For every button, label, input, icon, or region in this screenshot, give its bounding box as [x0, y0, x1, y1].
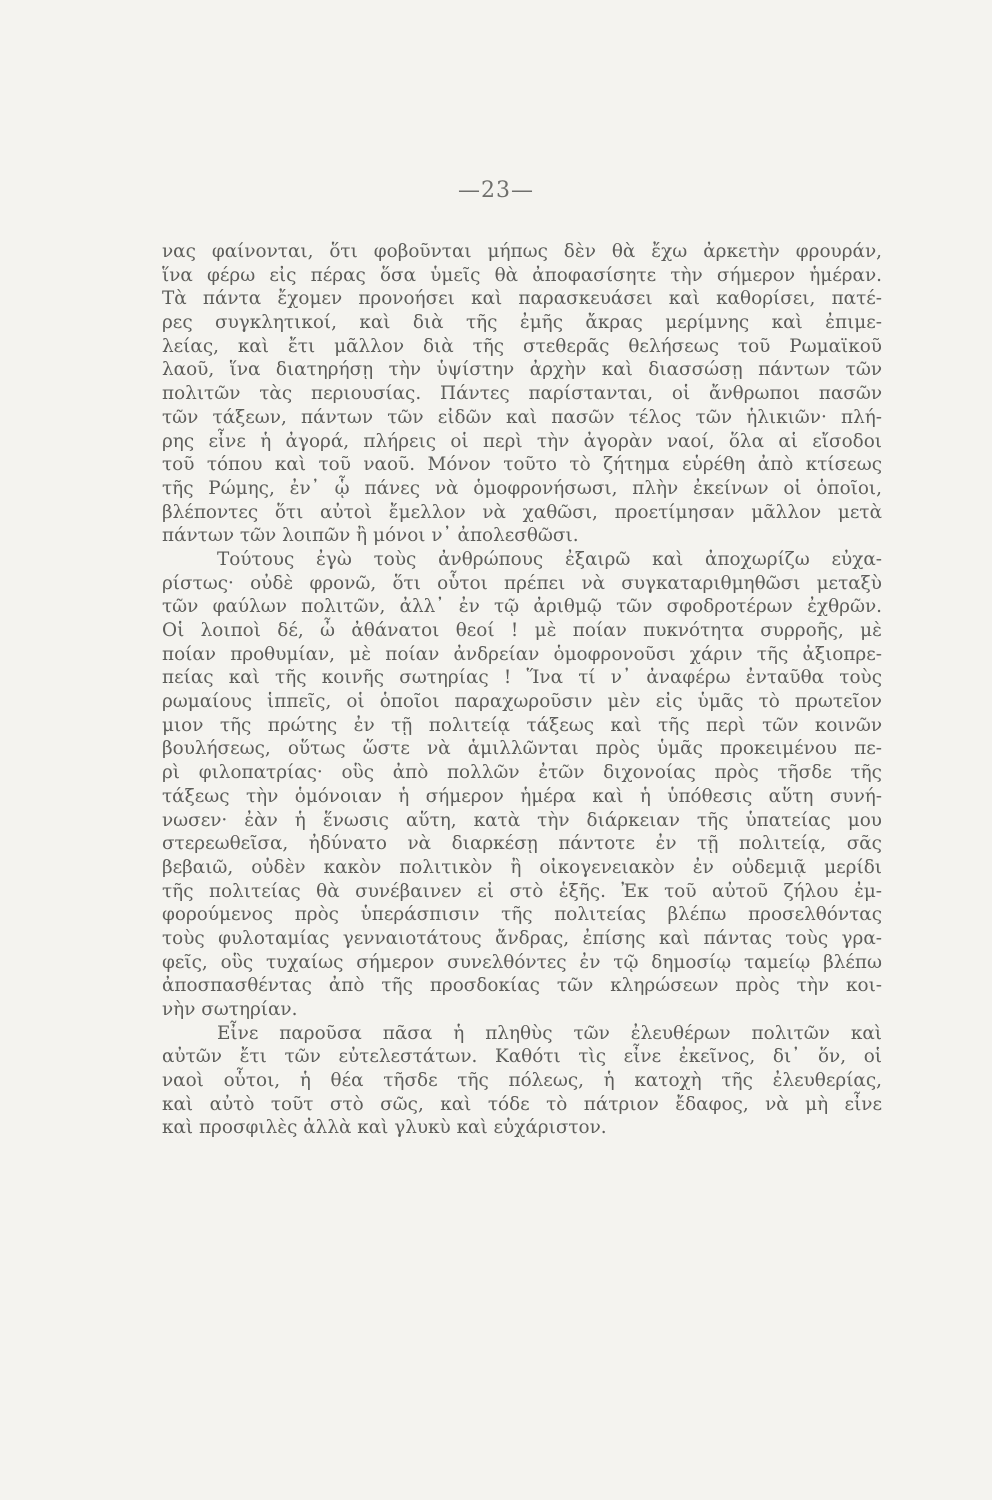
paragraph-2-line: ἀποσπασθέντας ἀπὸ τῆς προσδοκίας τῶν κληρώσεων πρὸς τὴν κοι- [162, 975, 882, 997]
paragraph-2-line: φεῖς, οὓς τυχαίως σήμερον συνελθόντες ἐν τῷ δημοσίῳ ταμείῳ βλέπω [162, 951, 882, 973]
paragraph-3-line: Εἶνε παροῦσα πᾶσα ἡ πληθὺς τῶν ἐλευθέρων πολιτῶν καὶ [217, 1022, 882, 1044]
paragraph-1-line: Τὰ πάντα ἔχομεν προνοήσει καὶ παρασκευάσει καὶ καθορίσει, πατέ- [162, 288, 882, 310]
body-text [162, 240, 882, 1140]
paragraph-1-line: ρες συγκλητικοί, καὶ διὰ τῆς ἐμῆς ἄκρας μερίμνης καὶ ἐπιμε- [162, 312, 882, 334]
paragraph-2-line: ρίστως· οὐδὲ φρονῶ, ὅτι οὗτοι πρέπει νὰ συγκαταριθμηθῶσι μεταξὺ [162, 572, 882, 594]
paragraph-2-line: ρωμαίους ἱππεῖς, οἱ ὁποῖοι παραχωροῦσιν μὲν εἰς ὑμᾶς τὸ πρωτεῖον [162, 691, 882, 713]
paragraph-1-line: ἵνα φέρω εἰς πέρας ὅσα ὑμεῖς θὰ ἀποφασίσητε τὴν σήμερον ἡμέραν. [162, 264, 882, 286]
paragraph-2-line: στερεωθεῖσα, ἠδύνατο νὰ διαρκέσῃ πάντοτε ἐν τῇ πολιτείᾳ, σᾶς [162, 833, 882, 855]
paragraph-2-line: ποίαν προθυμίαν, μὲ ποίαν ἀνδρείαν ὁμοφρονοῦσι χάριν τῆς ἀξιοπρε- [162, 643, 882, 665]
paragraph-2-line: νωσεν· ἐὰν ἡ ἕνωσις αὕτη, κατὰ τὴν διάρκειαν τῆς ὑπατείας μου [162, 809, 882, 831]
paragraph-3-line: αὐτῶν ἔτι τῶν εὐτελεστάτων. Καθότι τὶς εἶνε ἐκεῖνος, δι᾿ ὅν, οἱ [162, 1046, 882, 1068]
paragraph-2-line: τῶν φαύλων πολιτῶν, ἀλλ᾿ ἐν τῷ ἀριθμῷ τῶν σφοδροτέρων ἐχθρῶν. [162, 596, 882, 618]
paragraph-2-line: τῆς πολιτείας θὰ συνέβαινεν εἰ στὸ ἑξῆς. Ἐκ τοῦ αὐτοῦ ζήλου ἐμ- [162, 880, 882, 902]
paragraph-1-line: τῆς Ρώμης, ἐν᾿ ᾧ πάνες νὰ ὁμοφρονήσωσι, πλὴν ἐκείνων οἱ ὁποῖοι, [162, 477, 882, 499]
paragraph-3-line: καὶ αὐτὸ τοῦτ στὸ σῶς, καὶ τόδε τὸ πάτριον ἔδαφος, νὰ μὴ εἶνε [162, 1093, 882, 1115]
paragraph-3-line: ναοὶ οὗτοι, ἡ θέα τῆσδε τῆς πόλεως, ἡ κατοχὴ τῆς ἐλευθερίας, [162, 1070, 882, 1092]
paragraph-2-line: Οἱ λοιποὶ δέ, ὦ ἀθάνατοι θεοί ! μὲ ποίαν πυκνότητα συρροῆς, μὲ [162, 620, 882, 641]
paragraph-2-line: μιον τῆς πρώτης ἐν τῇ πολιτείᾳ τάξεως καὶ τῆς περὶ τῶν κοινῶν [162, 714, 882, 736]
paragraph-1-line: πάντων τῶν λοιπῶν ἢ μόνοι ν᾿ ἀπολεσθῶσι. [162, 525, 579, 547]
paragraph-1-line: τοῦ τόπου καὶ τοῦ ναοῦ. Μόνον τοῦτο τὸ ζήτημα εὑρέθη ἀπὸ κτίσεως [162, 454, 882, 476]
paragraph-2-line: τοὺς φυλοταμίας γενναιοτάτους ἄνδρας, ἐπίσης καὶ πάντας τοὺς γρα- [162, 927, 882, 949]
paragraph-2-line: βουλήσεως, οὕτως ὥστε νὰ ἁμιλλῶνται πρὸς ὑμᾶς προκειμένου πε- [162, 738, 882, 760]
paragraph-1-line: βλέποντες ὅτι αὐτοὶ ἔμελλον νὰ χαθῶσι, προετίμησαν μᾶλλον μετὰ [162, 501, 882, 523]
paragraph-2-line: τάξεως τὴν ὁμόνοιαν ἡ σήμερον ἡμέρα καὶ ἡ ὑπόθεσις αὕτη συνή- [162, 785, 882, 807]
paragraph-1-line: λαοῦ, ἵνα διατηρήσῃ τὴν ὑψίστην ἀρχὴν καὶ διασσώσῃ πάντων τῶν [162, 359, 882, 381]
paragraph-3-line: καὶ προσφιλὲς ἀλλὰ καὶ γλυκὺ καὶ εὐχάριστον. [162, 1117, 607, 1139]
paragraph-1-line: νας φαίνονται, ὅτι φοβοῦνται μήπως δὲν θὰ ἔχω ἀρκετὴν φρουράν, [162, 241, 882, 262]
page-number: —23— [458, 178, 534, 203]
paragraph-1-line: τῶν τάξεων, πάντων τῶν εἰδῶν καὶ πασῶν τέλος τῶν ἡλικιῶν· πλή- [162, 406, 882, 428]
paragraph-2-line: φορούμενος πρὸς ὑπεράσπισιν τῆς πολιτείας βλέπω προσελθόντας [162, 904, 882, 926]
paragraph-1-line: ρης εἶνε ἡ ἀγορά, πλήρεις οἱ περὶ τὴν ἀγορὰν ναοί, ὅλα αἱ εἴσοδοι [162, 430, 882, 452]
paragraph-1-line: λείας, καὶ ἔτι μᾶλλον διὰ τῆς στεθερᾶς θελήσεως τοῦ Ρωμαϊκοῦ [162, 335, 882, 357]
paragraph-2-line: Τούτους ἐγὼ τοὺς ἀνθρώπους ἐξαιρῶ καὶ ἀποχωρίζω εὐχα- [217, 548, 882, 570]
paragraph-2-line: ρὶ φιλοπατρίας· οὓς ἀπὸ πολλῶν ἐτῶν διχονοίας πρὸς τῆσδε τῆς [162, 762, 882, 784]
paragraph-2-line: πείας καὶ τῆς κοινῆς σωτηρίας ! Ἵνα τί ν᾿ ἀναφέρω ἐνταῦθα τοὺς [162, 667, 882, 689]
paragraph-2-line: βεβαιῶ, οὐδὲν κακὸν πολιτικὸν ἢ οἰκογενειακὸν ἐν οὐδεμιᾷ μερίδι [162, 856, 882, 878]
paragraph-1-line: πολιτῶν τὰς περιουσίας. Πάντες παρίστανται, οἱ ἄνθρωποι πασῶν [162, 383, 882, 405]
paragraph-2-line: νὴν σωτηρίαν. [162, 999, 298, 1020]
